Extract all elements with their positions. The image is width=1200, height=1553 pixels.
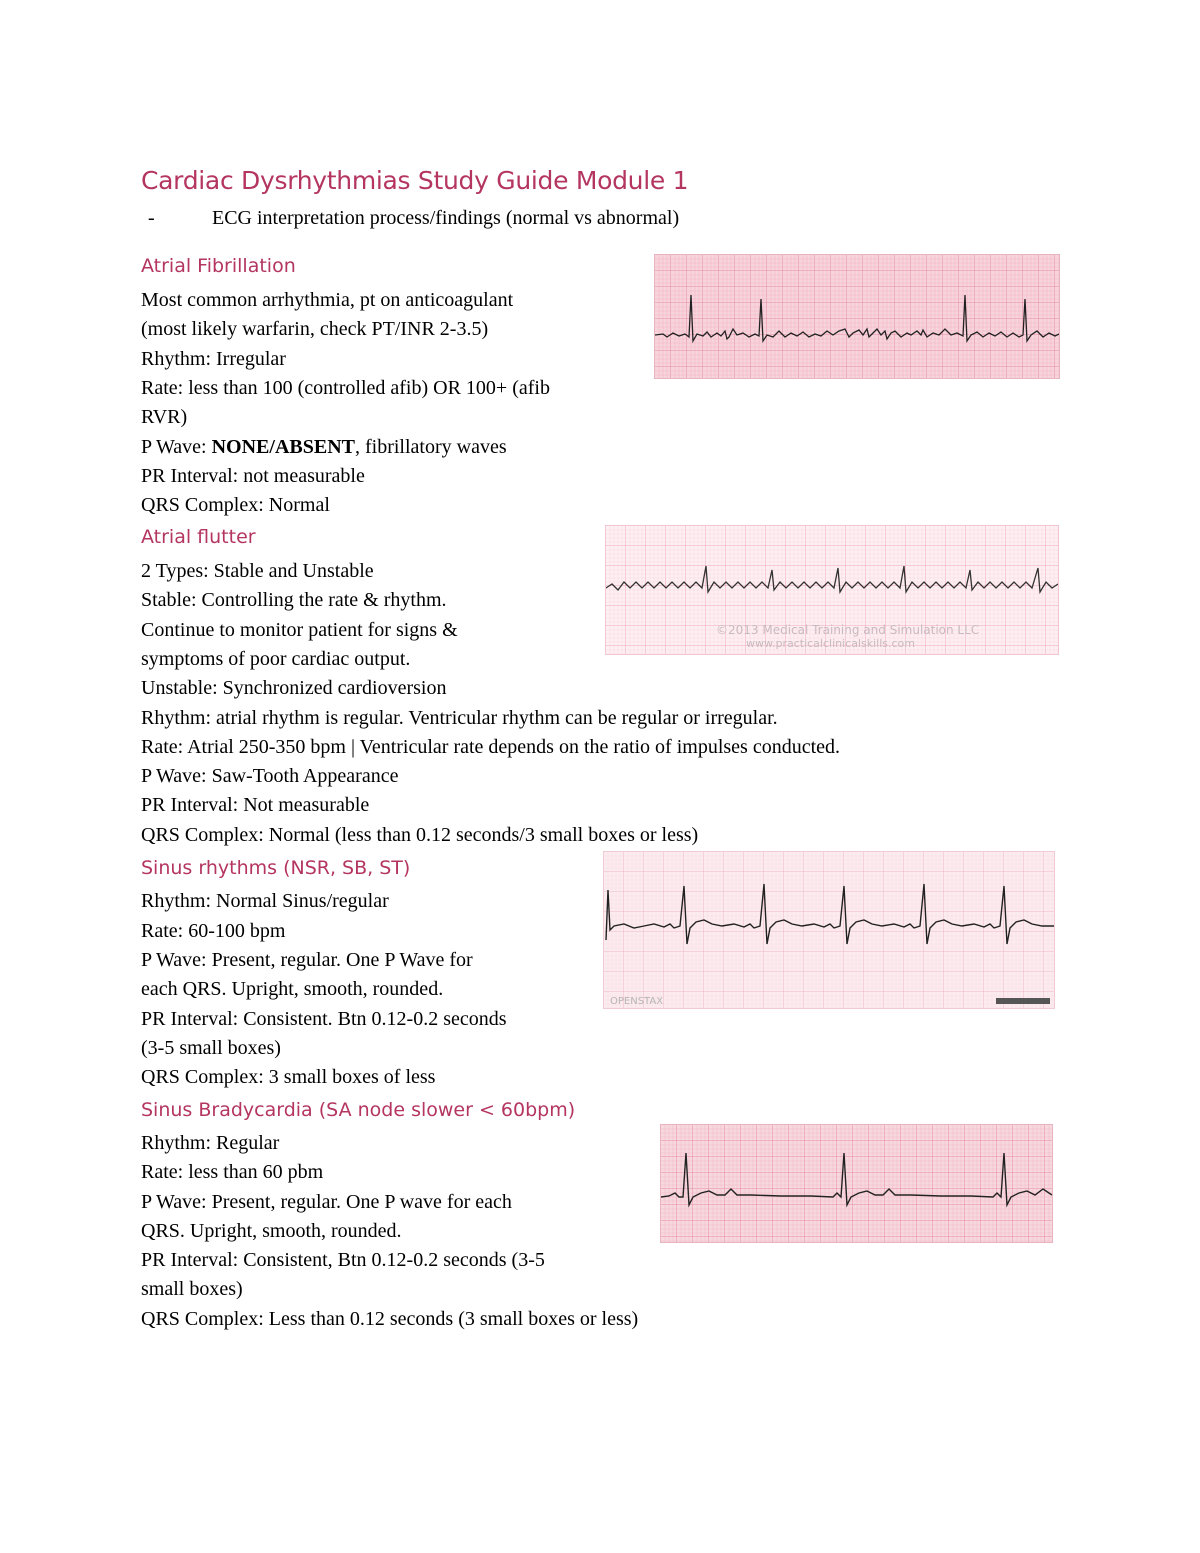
brady-line-2: Rate: less than 60 pbm xyxy=(141,1161,324,1183)
brady-line-4: QRS. Upright, smooth, rounded. xyxy=(141,1220,402,1242)
bullet-marker: - xyxy=(148,207,155,229)
afib-ecg-graphic xyxy=(655,255,1059,378)
sinus-heading: Sinus rhythms (NSR, SB, ST) xyxy=(141,857,411,879)
sinus-watermark: OPENSTAX xyxy=(610,996,664,1007)
bullet-text: ECG interpretation process/findings (normal vs abnormal) xyxy=(212,207,680,229)
sinus-line-5: PR Interval: Consistent. Btn 0.12-0.2 seconds xyxy=(141,1008,507,1030)
afib-line-7: PR Interval: not measurable xyxy=(141,465,365,487)
brady-line-1: Rhythm: Regular xyxy=(141,1132,280,1154)
aflutter-watermark-1: ©2013 Medical Training and Simulation LLC xyxy=(716,623,980,637)
aflutter-line-9: PR Interval: Not measurable xyxy=(141,794,370,816)
aflutter-ecg-strip xyxy=(605,525,1059,655)
brady-heading: Sinus Bradycardia (SA node slower < 60bpm) xyxy=(141,1099,576,1121)
brady-line-6: small boxes) xyxy=(141,1278,243,1300)
aflutter-line-4: symptoms of poor cardiac output. xyxy=(141,648,411,670)
sinus-ecg-graphic xyxy=(604,852,1054,1008)
sinus-line-7: QRS Complex: 3 small boxes of less xyxy=(141,1066,436,1088)
brady-line-5: PR Interval: Consistent, Btn 0.12-0.2 seconds (3-5 xyxy=(141,1249,545,1271)
afib-line-3: Rhythm: Irregular xyxy=(141,348,286,370)
brady-ecg-graphic xyxy=(661,1125,1052,1242)
page-title: Cardiac Dysrhythmias Study Guide Module 1 xyxy=(141,166,689,195)
afib-line-8: QRS Complex: Normal xyxy=(141,494,330,516)
aflutter-line-10: QRS Complex: Normal (less than 0.12 seconds/3 small boxes or less) xyxy=(141,824,699,846)
aflutter-line-7: Rate: Atrial 250-350 bpm | Ventricular rate depends on the ratio of impulses conducted. xyxy=(141,736,841,758)
aflutter-line-6: Rhythm: atrial rhythm is regular. Ventricular rhythm can be regular or irregular. xyxy=(141,707,778,729)
sinus-line-6: (3-5 small boxes) xyxy=(141,1037,281,1059)
brady-line-7: QRS Complex: Less than 0.12 seconds (3 small boxes or less) xyxy=(141,1308,639,1330)
aflutter-heading: Atrial flutter xyxy=(141,526,256,548)
aflutter-line-5: Unstable: Synchronized cardioversion xyxy=(141,677,447,699)
aflutter-watermark-2: www.practicalclinicalskills.com xyxy=(746,637,916,650)
afib-line-4: Rate: less than 100 (controlled afib) OR 100+ (afib xyxy=(141,377,550,399)
sinus-line-3: P Wave: Present, regular. One P Wave for xyxy=(141,949,473,971)
sinus-line-1: Rhythm: Normal Sinus/regular xyxy=(141,890,389,912)
afib-pwave-bold: NONE/ABSENT xyxy=(211,436,355,458)
afib-line-1: Most common arrhythmia, pt on anticoagulant xyxy=(141,289,514,311)
afib-heading: Atrial Fibrillation xyxy=(141,255,296,277)
intro-bullet xyxy=(148,207,679,230)
sinus-line-4: each QRS. Upright, smooth, rounded. xyxy=(141,978,444,1000)
aflutter-line-2: Stable: Controlling the rate & rhythm. xyxy=(141,589,447,611)
aflutter-ecg-graphic xyxy=(606,526,1058,654)
afib-line-5: RVR) xyxy=(141,406,188,428)
afib-line-2: (most likely warfarin, check PT/INR 2-3.5) xyxy=(141,318,489,340)
afib-line-6 xyxy=(141,435,507,459)
aflutter-line-8: P Wave: Saw-Tooth Appearance xyxy=(141,765,399,787)
brady-ecg-strip xyxy=(660,1124,1053,1243)
afib-pwave-label: P Wave: xyxy=(141,436,212,458)
afib-ecg-strip xyxy=(654,254,1060,379)
afib-pwave-rest: , fibrillatory waves xyxy=(354,436,507,458)
brady-line-3: P Wave: Present, regular. One P wave for each xyxy=(141,1191,512,1213)
sinus-ecg-strip xyxy=(603,851,1055,1009)
aflutter-line-3: Continue to monitor patient for signs & xyxy=(141,619,458,641)
sinus-line-2: Rate: 60-100 bpm xyxy=(141,920,286,942)
sinus-scale-bar xyxy=(996,998,1050,1004)
aflutter-line-1: 2 Types: Stable and Unstable xyxy=(141,560,374,582)
